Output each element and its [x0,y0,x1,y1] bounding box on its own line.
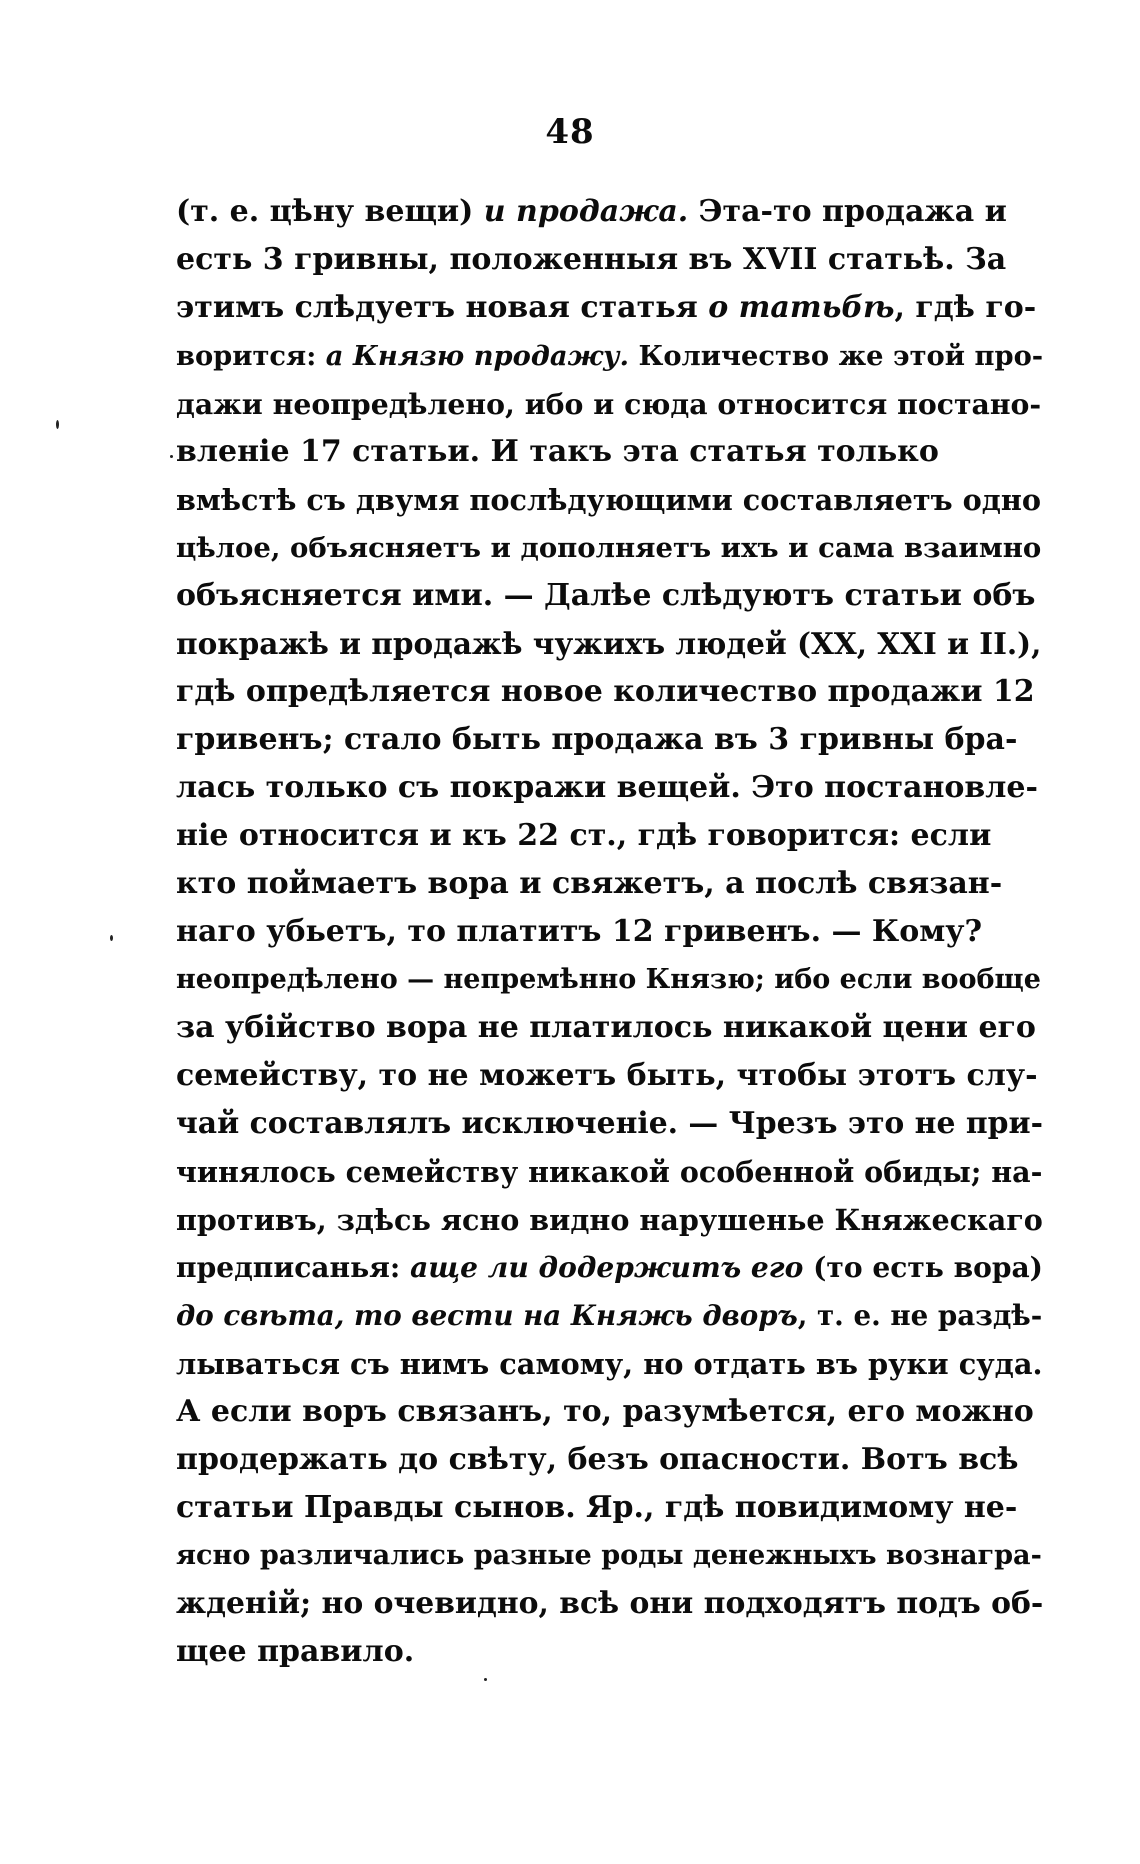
text-segment: Количество же этой про- [628,340,1044,372]
scan-speck [56,420,59,429]
text-line [176,380,1044,428]
text-segment: вленіе 17 статьи. И такъ эта статья только [176,434,939,469]
text-segment: (т. е. цѣну вещи) [176,194,484,229]
text-segment: предписанья: [176,1251,411,1284]
text-segment: противъ, здѣсь ясно видно нарушенье Княжескаго [176,1203,1043,1237]
text-segment: цѣлое, объясняетъ и дополняетъ ихъ и сама взаимно [176,532,1042,564]
text-line [176,956,1044,1004]
text-segment: чай составлялъ исключеніе. — Чрезъ это не при- [176,1106,1043,1141]
text-line [176,332,1044,380]
text-line [176,1436,1044,1484]
text-line [176,1196,1044,1244]
text-line [176,1628,1044,1676]
text-line [176,1532,1044,1580]
text-line [176,1340,1044,1388]
text-line [176,764,1044,812]
text-line [176,1580,1044,1628]
page-number: 48 [545,112,595,152]
text-segment: гдѣ опредѣляется новое количество продажи 12 [176,674,1035,709]
text-segment: ворится: [176,340,326,372]
text-line [176,188,1044,236]
body-text [176,188,1044,1676]
text-line [176,860,1044,908]
italic-text-segment: а Князю продажу. [325,340,629,372]
italic-text-segment: о татьбѣ [708,290,895,325]
text-segment: продержать до свѣту, безъ опасности. Вотъ всѣ [176,1442,1019,1477]
text-line [176,812,1044,860]
text-line [176,476,1044,524]
text-line [176,524,1044,572]
text-segment: за убійство вора не платилось никакой цени его [176,1010,1036,1045]
scan-speck [110,935,113,941]
text-segment: Эта-то продажа и [688,194,1007,229]
text-line [176,1052,1044,1100]
text-segment: , т. е. не раздѣ- [797,1299,1043,1332]
text-segment: А если воръ связанъ, то, разумѣется, его можно [176,1394,1034,1429]
text-segment: вмѣстѣ съ двумя послѣдующими составляетъ одно [176,483,1041,517]
text-line [176,620,1044,668]
text-line [176,716,1044,764]
text-segment: есть 3 гривны, положенныя въ XVII статьѣ. За [176,242,1007,277]
text-segment: наго убьетъ, то платитъ 12 гривенъ. — Кому? [176,914,983,949]
scan-speck [484,1678,487,1681]
text-line [176,908,1044,956]
text-segment: гривенъ; стало быть продажа въ 3 гривны бра- [176,722,1018,757]
text-segment: ясно различались разные роды денежныхъ вознагра- [176,1540,1042,1571]
text-segment: объясняется ими. — Далѣе слѣдуютъ статьи объ [176,578,1036,613]
text-line [176,1148,1044,1196]
text-line [176,1100,1044,1148]
text-segment: неопредѣлено — непремѣнно Князю; ибо если вообще [176,964,1041,995]
text-line [176,572,1044,620]
text-line [176,236,1044,284]
text-segment: ніе относится и къ 22 ст., гдѣ говорится: если [176,818,992,853]
text-segment: статьи Правды сынов. Яр., гдѣ повидимому не- [176,1490,1018,1525]
text-segment: лываться съ нимъ самому, но отдать въ руки суда. [176,1347,1043,1381]
text-segment: дажи неопредѣлено, ибо и сюда относится постано- [176,387,1042,421]
text-segment: (то есть вора) [803,1251,1043,1284]
text-line [176,668,1044,716]
italic-text-segment: до свѣта, то вести на Княжь дворъ [176,1299,798,1332]
text-segment: кто поймаетъ вора и свяжетъ, а послѣ связан- [176,866,1003,901]
text-segment: чинялось семейству никакой особенной обиды; на- [176,1155,1043,1189]
text-line [176,1388,1044,1436]
italic-text-segment: и продажа. [483,194,689,229]
text-line [176,1244,1044,1292]
text-line [176,1004,1044,1052]
text-segment: жденій; но очевидно, всѣ они подходятъ подъ об- [176,1586,1044,1621]
text-segment: этимъ слѣдуетъ новая статья [176,290,709,325]
text-segment: , гдѣ го- [894,290,1037,325]
text-segment: семейству, то не можетъ быть, чтобы этотъ слу- [176,1058,1038,1093]
text-line [176,428,1044,476]
text-segment: покражѣ и продажѣ чужихъ людей (XX, XXI и II.), [176,626,1042,661]
scan-speck [170,455,173,458]
text-line [176,284,1044,332]
text-line [176,1292,1044,1340]
text-line [176,1484,1044,1532]
text-segment: щее правило. [176,1634,415,1669]
text-segment: лась только съ покражи вещей. Это постановле- [176,770,1038,805]
italic-text-segment: аще ли додержитъ его [410,1251,804,1284]
